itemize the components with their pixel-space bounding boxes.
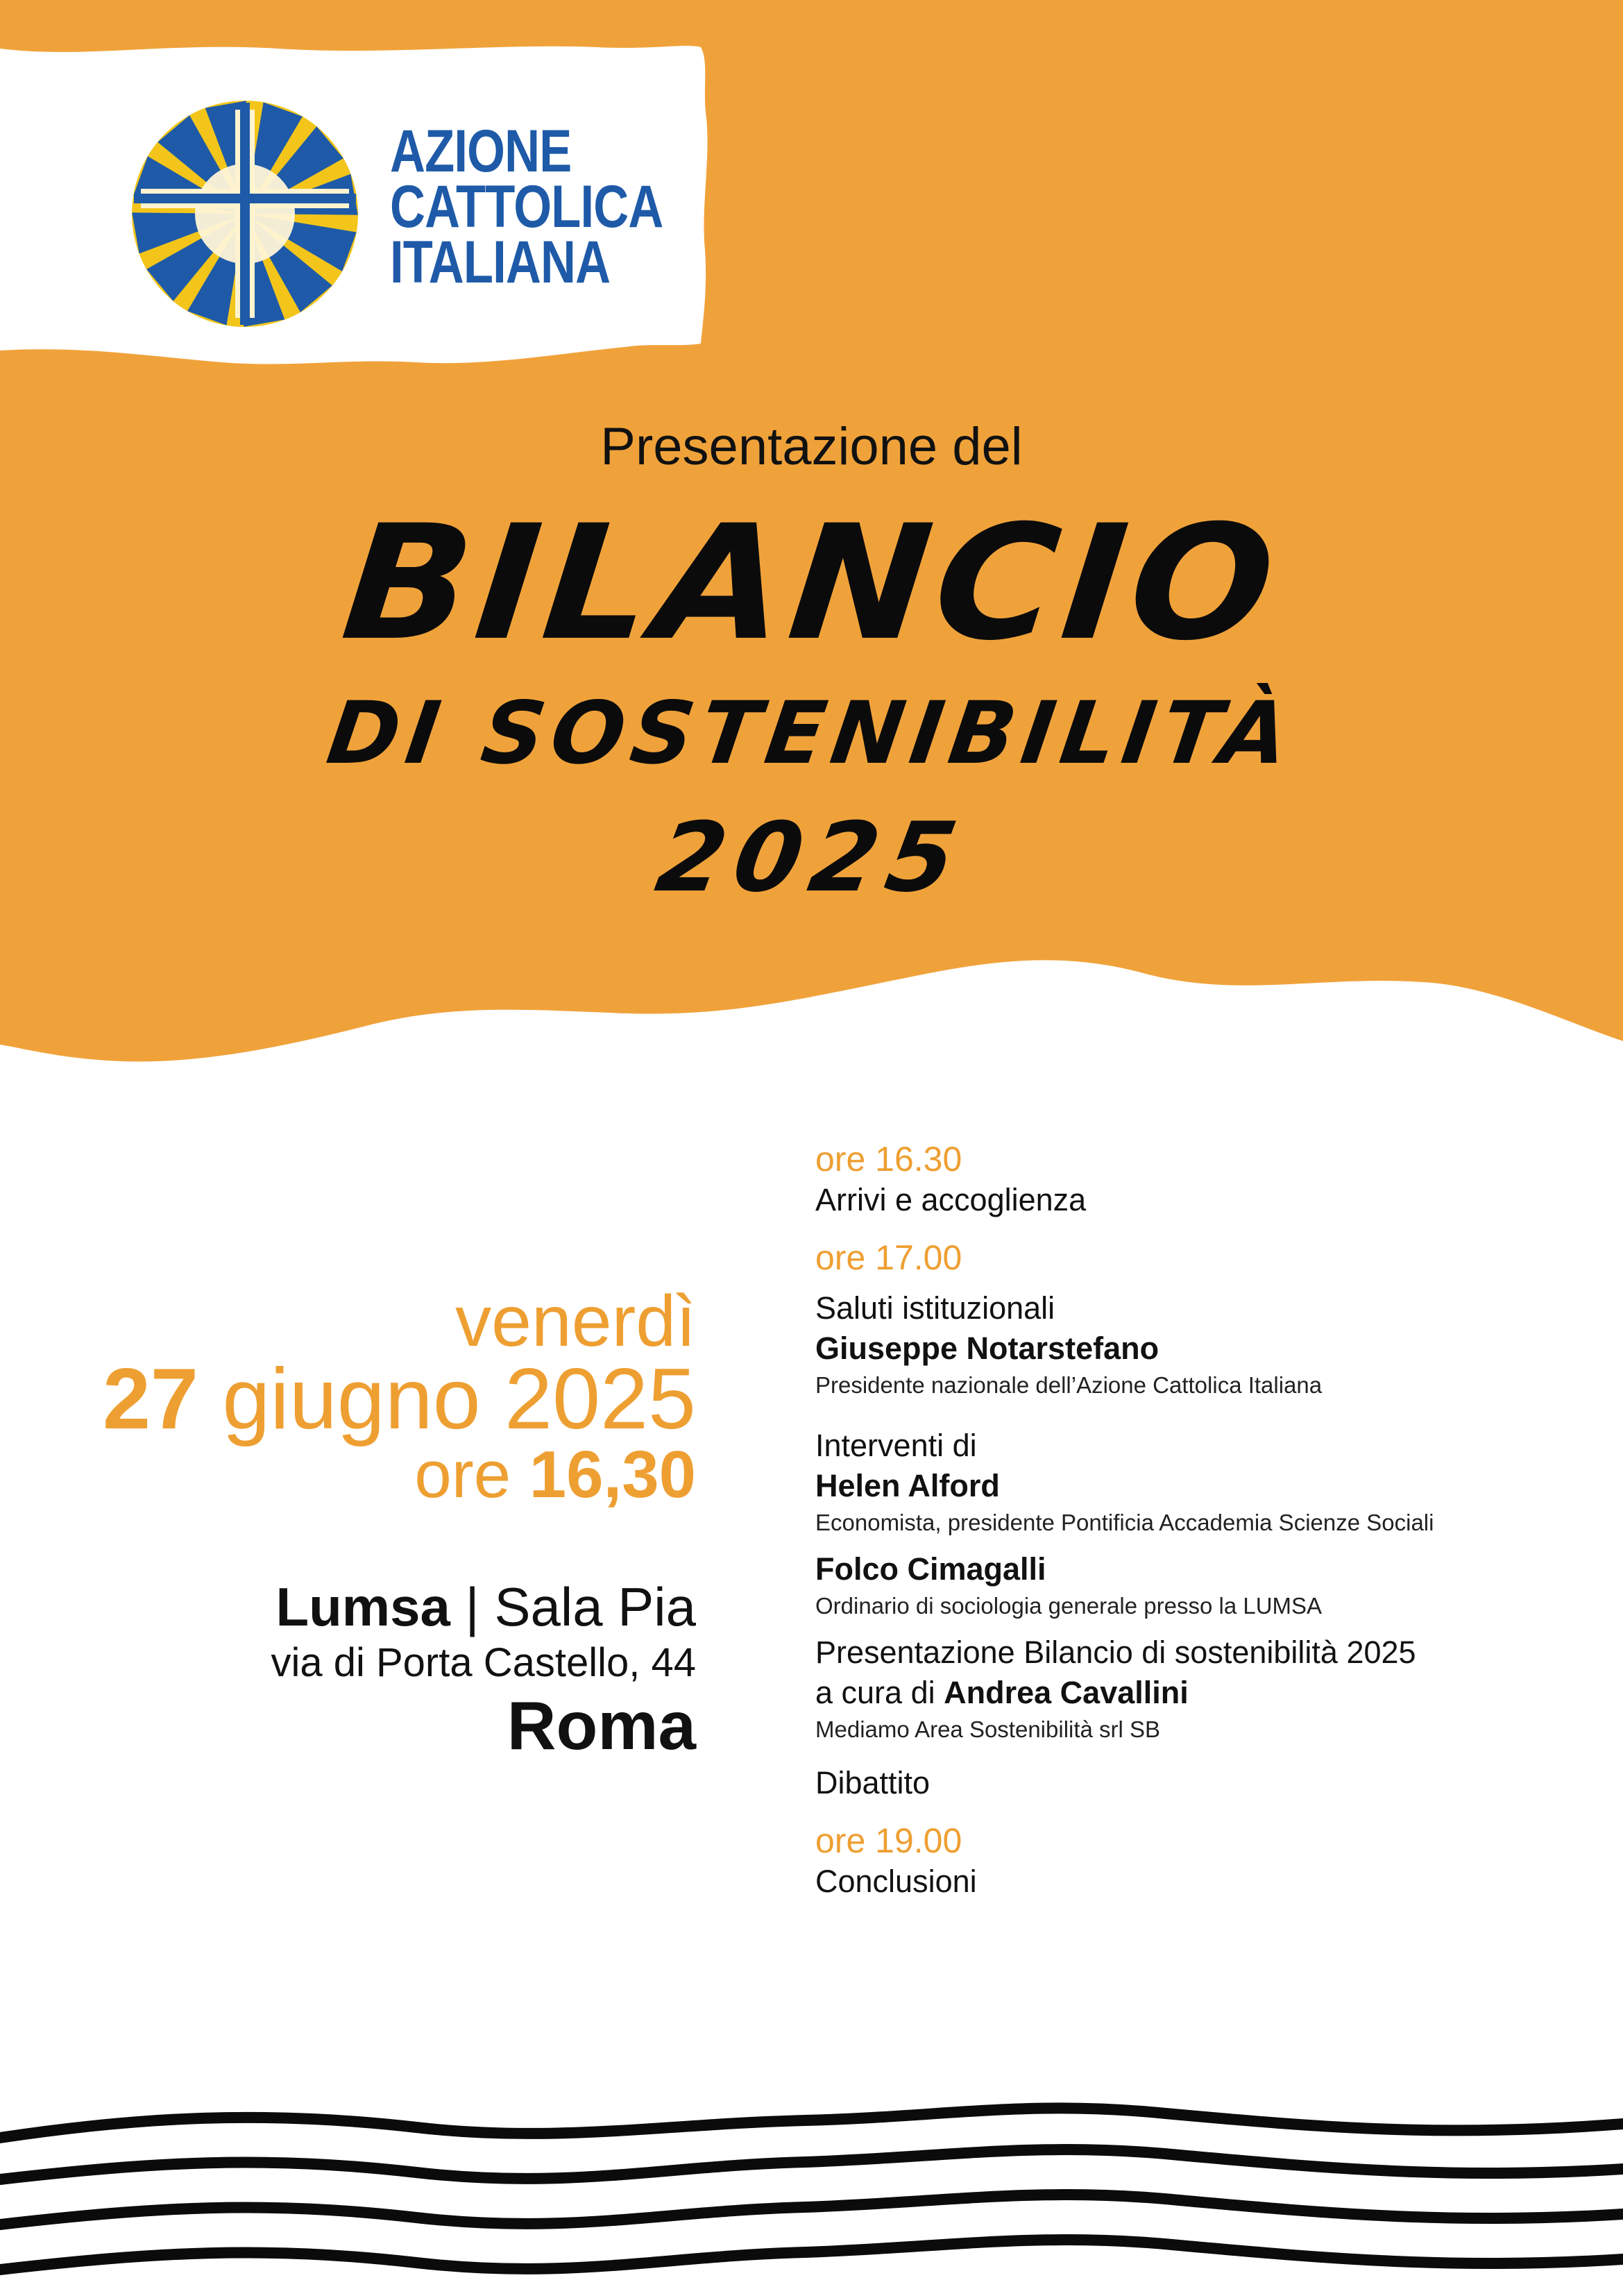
speaker-role-cimagalli: Ordinario di sociologia generale presso la LUMSA (815, 1593, 1323, 1619)
brand-wordmark (390, 118, 663, 296)
event-day: 27 (102, 1351, 198, 1447)
wave-line-3 (0, 2195, 1623, 2225)
event-time-prefix: ore (414, 1437, 511, 1512)
brand-line-3: ITALIANA (390, 229, 611, 296)
azione-cattolica-sunburst-cross-icon (132, 101, 358, 327)
speaker-name-cavallini: Andrea Cavallini (944, 1675, 1189, 1710)
program-time-1: ore 16.30 (815, 1140, 962, 1179)
title-bilancio: BILANCIO (334, 491, 1289, 675)
speaker-name-notarstefano: Giuseppe Notarstefano (815, 1331, 1159, 1366)
venue-address: via di Porta Castello, 44 (271, 1640, 696, 1685)
speaker-name-alford: Helen Alford (815, 1468, 1000, 1503)
speaker-role-cavallini: Mediamo Area Sostenibilità srl SB (815, 1716, 1161, 1742)
program-item-arrivals: Arrivi e accoglienza (815, 1182, 1087, 1217)
brand-line-2: CATTOLICA (390, 174, 663, 240)
program-item-conclusions: Conclusioni (815, 1864, 977, 1899)
title-year: 2025 (649, 802, 974, 913)
program-item-debate: Dibattito (815, 1765, 931, 1800)
program-time-2: ore 17.00 (815, 1238, 962, 1277)
program-item-curated-by (815, 1673, 1606, 1713)
wave-line-2 (0, 2150, 1623, 2179)
curated-prefix: a cura di (815, 1675, 935, 1710)
wave-line-4 (0, 2240, 1623, 2270)
event-weekday: venerdì (455, 1281, 696, 1362)
event-venue (275, 1576, 696, 1639)
event-time (414, 1437, 696, 1513)
title-di-sostenibilita: DI SOSTENIBILITÀ (321, 684, 1302, 784)
program-time-3: ore 19.00 (815, 1821, 962, 1860)
venue-name: Lumsa (275, 1576, 450, 1637)
venue-separator: | (465, 1576, 479, 1637)
speaker-role-alford: Economista, presidente Pontificia Accademia Scienze Sociali (815, 1510, 1434, 1535)
program-item-greetings: Saluti istituzionali (815, 1290, 1055, 1326)
venue-city: Roma (507, 1687, 696, 1764)
event-program (815, 1138, 1606, 1902)
program-item-presentation: Presentazione Bilancio di sostenibilità 2025 (815, 1635, 1416, 1670)
speaker-name-cimagalli: Folco Cimagalli (815, 1551, 1046, 1587)
decorative-waves (0, 2096, 1623, 2296)
event-month-year: giugno 2025 (222, 1351, 696, 1447)
brand-line-1: AZIONE (390, 118, 572, 185)
event-subtitle: Presentazione del (600, 417, 1023, 476)
venue-room: Sala Pia (494, 1576, 696, 1637)
wave-line-1 (0, 2108, 1623, 2138)
program-item-interventions: Interventi di (815, 1428, 977, 1463)
event-time-value: 16,30 (529, 1437, 696, 1512)
speaker-role-notarstefano: Presidente nazionale dell’Azione Cattolica Italiana (815, 1372, 1323, 1398)
event-date (103, 1350, 696, 1449)
